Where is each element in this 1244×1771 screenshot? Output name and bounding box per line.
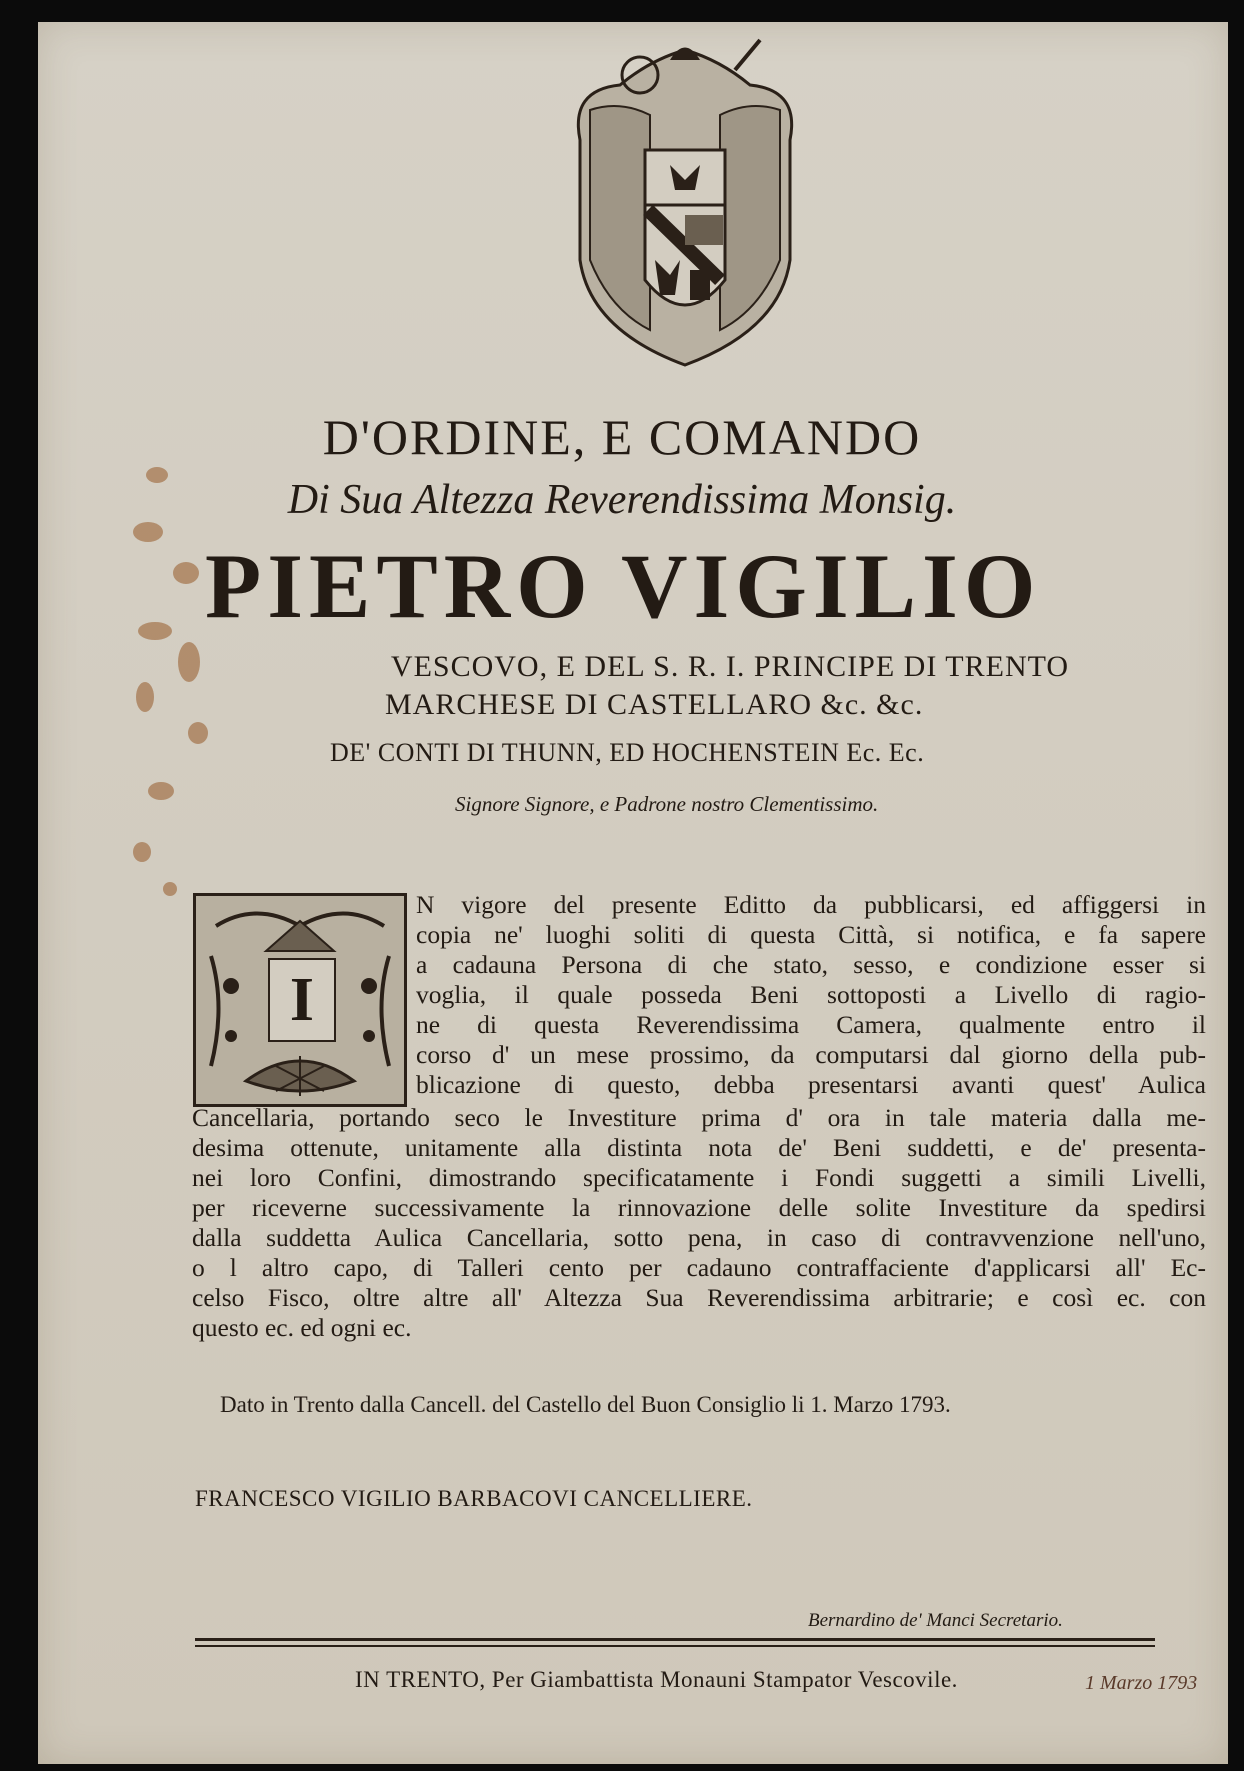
coat-of-arms-icon [560, 30, 810, 370]
body-line: o l altro capo, di Talleri cento per cadauno contraffaciente d'applicarsi all' Ec- [192, 1253, 1206, 1282]
ink-stain [178, 642, 200, 682]
title-line-marchese: MARCHESE DI CASTELLARO &c. &c. [385, 688, 924, 721]
printer-imprint: IN TRENTO, Per Giambattista Monauni Stampator Vescovile. [355, 1667, 958, 1692]
body-line: blicazione di questo, debba presentarsi avanti quest' Aulica [416, 1070, 1206, 1099]
chancellor-signature: FRANCESCO VIGILIO BARBACOVI CANCELLIERE. [195, 1486, 753, 1511]
body-line: copia ne' luoghi soliti di questa Città, si notifica, e fa sapere [416, 920, 1206, 949]
ink-stain [148, 782, 174, 800]
divider-rule [195, 1638, 1155, 1641]
decorated-initial [193, 893, 407, 1107]
body-line: desima ottenute, unitamente alla distinta nota de' Beni suddetti, e de' presenta- [192, 1133, 1206, 1162]
ink-stain [163, 882, 177, 896]
body-line: Cancellaria, portando seco le Investiture prima d' ora in tale materia dalla me- [192, 1103, 1206, 1132]
ink-stain [133, 522, 163, 542]
decree-heading: D'ORDINE, E COMANDO [322, 409, 922, 465]
handwritten-date-note: 1 Marzo 1793 [1085, 1672, 1198, 1694]
bishop-name: PIETRO VIGILIO [205, 535, 1042, 637]
divider-rule [195, 1645, 1155, 1647]
body-line: nei loro Confini, dimostrando specificatamente i Fondi suggetti a simili Livelli, [192, 1163, 1206, 1192]
body-line: dalla suddetta Aulica Cancellaria, sotto pena, in caso di contravvenzione nell'uno, [192, 1223, 1206, 1252]
ink-stain [188, 722, 208, 744]
decree-subheading: Di Sua Altezza Reverendissima Monsig. [287, 477, 957, 523]
initial-letter: I [268, 958, 336, 1042]
body-line: questo ec. ed ogni ec. [192, 1313, 412, 1342]
body-line: celso Fisco, oltre altre all' Altezza Sua Reverendissima arbitrarie; e così ec. con [192, 1283, 1206, 1312]
ink-stain [133, 842, 151, 862]
ink-stain [173, 562, 199, 584]
secretary-signature: Bernardino de' Manci Secretario. [808, 1610, 1063, 1631]
body-line: ne di questa Reverendissima Camera, qualmente entro il [416, 1010, 1206, 1039]
body-line: N vigore del presente Editto da pubblicarsi, ed affiggersi in [416, 890, 1206, 919]
date-line: Dato in Trento dalla Cancell. del Castello del Buon Consiglio li 1. Marzo 1793. [220, 1392, 951, 1417]
body-line: per riceverne successivamente la rinnovazione delle solite Investiture da spedirsi [192, 1193, 1206, 1222]
body-line: corso d' un mese prossimo, da computarsi dal giorno della pub- [416, 1040, 1206, 1069]
ink-stain [138, 622, 172, 640]
body-line: a cadauna Persona di che stato, sesso, e condizione esser si [416, 950, 1206, 979]
body-line: voglia, il quale posseda Beni sottoposti a Livello di ragio- [416, 980, 1206, 1009]
title-line-bishop: VESCOVO, E DEL S. R. I. PRINCIPE DI TRENTO [390, 650, 1070, 683]
title-line-conti: DE' CONTI DI THUNN, ED HOCHENSTEIN Ec. Ec. [330, 738, 925, 767]
title-line-signore: Signore Signore, e Padrone nostro Clementissimo. [455, 792, 879, 816]
ink-stain [136, 682, 154, 712]
